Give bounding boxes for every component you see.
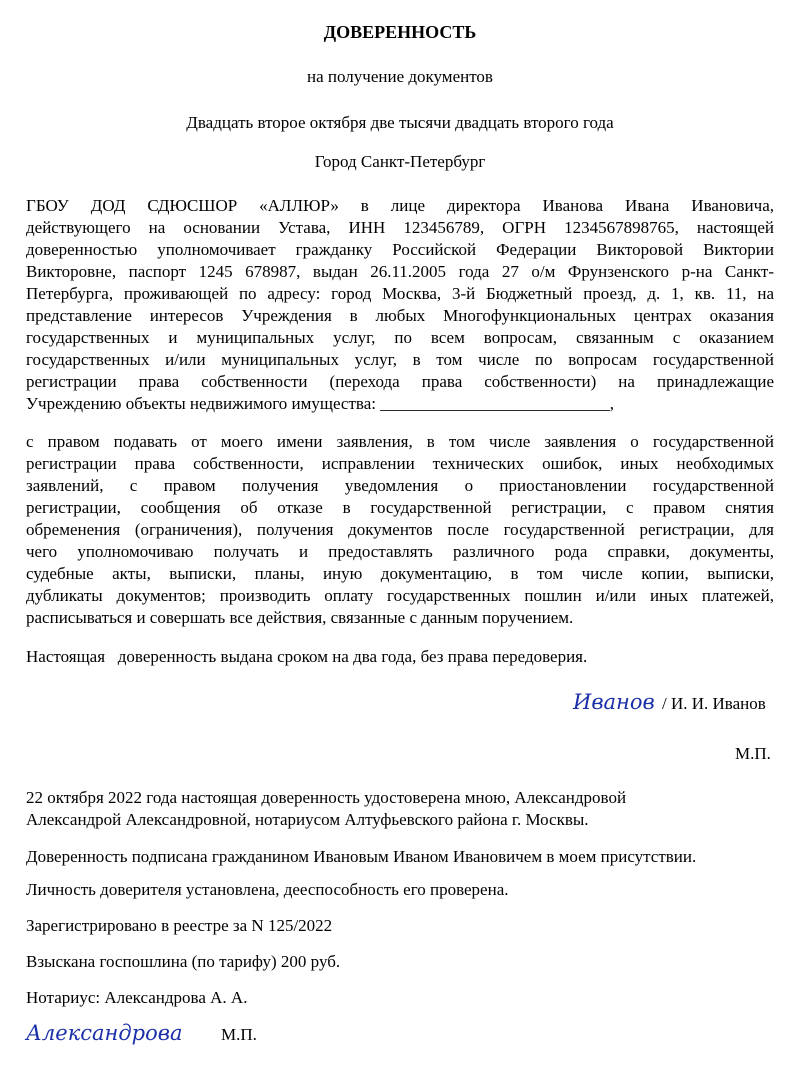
term-statement: Настоящая доверенность выдана сроком на два года, без права передоверия. <box>26 647 588 666</box>
paragraph-line: представление интересов Учреждения в любых Многофункциональных центрах оказания <box>26 306 774 325</box>
signed-in-presence: Доверенность подписана гражданином Ивановым Иваном Ивановичем в моем присутствии. <box>26 847 697 866</box>
paragraph-line: ГБОУ ДОД СДЮСШОР «АЛЛЮР» в лице директора Иванова Ивана Ивановича, <box>26 196 774 215</box>
director-signature: Иванов <box>573 690 655 714</box>
state-fee: Взыскана госпошлина (по тарифу) 200 руб. <box>26 952 341 971</box>
stamp-mark: М.П. <box>221 1025 257 1044</box>
date-in-words: Двадцать второе октября две тысячи двадцать второго года <box>186 113 614 132</box>
paragraph-line: Викторовне, паспорт 1245 678987, выдан 26.11.2005 года 27 о/м Фрунзенского р-на Санкт- <box>26 262 774 281</box>
notary-certification-line: 22 октября 2022 года настоящая доверенность удостоверена мною, Александровой <box>26 788 627 807</box>
paragraph-line: государственных и/или муниципальных услуг, в том числе по вопросам государственной <box>26 350 774 369</box>
paragraph-line: государственных и муниципальных услуг, по всем вопросам, связанным с оказанием <box>26 328 774 347</box>
notary-name: Нотариус: Александрова А. А. <box>26 988 248 1007</box>
registry-number: Зарегистрировано в реестре за N 125/2022 <box>26 916 333 935</box>
document-title: ДОВЕРЕННОСТЬ <box>323 22 477 42</box>
identity-statement: Личность доверителя установлена, дееспособность его проверена. <box>26 880 509 899</box>
paragraph-line: чего уполномочиваю получать и предоставлять различного рода справки, документы, <box>26 542 774 561</box>
city-line: Город Санкт-Петербург <box>314 152 486 171</box>
director-name: / И. И. Иванов <box>662 694 766 713</box>
notary-certification-line: Александрой Александровной, нотариусом Алтуфьевского района г. Москвы. <box>26 810 589 829</box>
paragraph-line: регистрации права собственности (перехода права собственности) на принадлежащие <box>26 372 774 391</box>
stamp-mark: М.П. <box>735 744 771 763</box>
paragraph-line: доверенностью уполномочивает гражданку Российской Федерации Викторовой Виктории <box>26 240 774 259</box>
paragraph-line: заявлений, с правом получения уведомления о приостановлении государственной <box>26 476 774 495</box>
paragraph-line: с правом подавать от моего имени заявления, в том числе заявления о государственной <box>26 432 774 451</box>
paragraph-line: судебные акты, выписки, планы, иную документацию, в том числе копии, выписки, <box>26 564 774 583</box>
paragraph-line: действующего на основании Устава, ИНН 123456789, ОГРН 1234567898765, настоящей <box>26 218 774 237</box>
paragraph-line: Петербурга, проживающей по адресу: город Москва, 3-й Бюджетный проезд, д. 1, кв. 11, на <box>26 284 774 303</box>
paragraph-line: дубликаты документов; производить оплату государственных пошлин и/или иных платежей, <box>26 586 774 605</box>
paragraph-line: расписываться и совершать все действия, связанные с данным поручением. <box>26 608 574 627</box>
paragraph-line: регистрации, сообщения об отказе в государственной регистрации, с правом снятия <box>26 498 774 517</box>
paragraph-line: обременения (ограничения), получения документов после государственной регистрации, для <box>26 520 774 539</box>
paragraph-line: Учреждению объекты недвижимого имущества: ___________________________, <box>26 394 614 413</box>
notary-signature: Александрова <box>26 1021 183 1045</box>
paragraph-line: регистрации права собственности, исправлении технических ошибок, иных необходимых <box>26 454 774 473</box>
document-subtitle: на получение документов <box>307 67 493 86</box>
